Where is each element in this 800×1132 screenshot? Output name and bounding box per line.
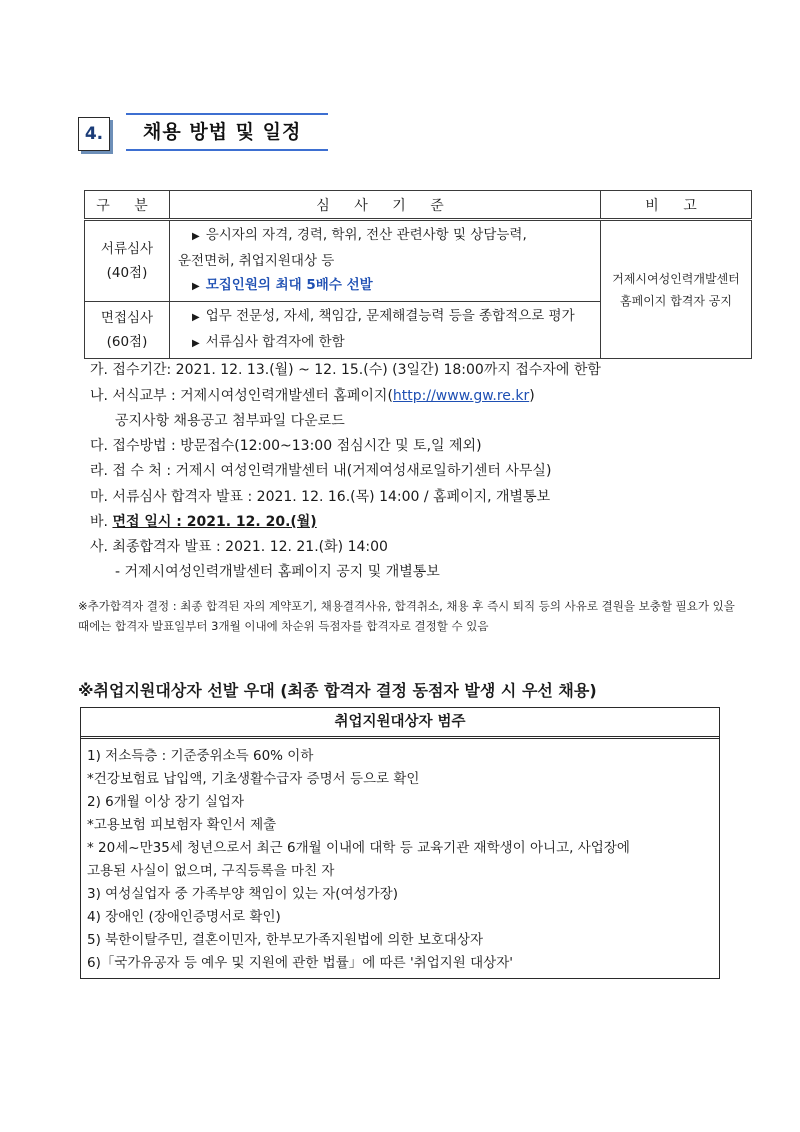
schedule-item-na — [90, 385, 535, 405]
triangle-bullet-icon: ▶ — [192, 231, 200, 242]
criteria-bullet: 서류심사 합격자에 한함 — [205, 334, 345, 350]
row-type-score: (40점) — [106, 265, 148, 281]
triangle-bullet-icon: ▶ — [192, 281, 200, 292]
section-title-rule-bottom — [126, 149, 328, 151]
note-cell — [601, 220, 752, 359]
row-type-document — [85, 220, 170, 302]
preference-line: 6)「국가유공자 등 예우 및 지원에 관한 법률」에 따른 '취업지원 대상자' — [87, 955, 513, 971]
criteria-bullet-cont: 운전면허, 취업지원대상 등 — [178, 253, 335, 269]
row-type-interview — [85, 302, 170, 359]
schedule-item-da: 다. 접수방법 : 방문접수(12:00~13:00 점심시간 및 토,일 제외) — [90, 438, 482, 454]
section-number: 4. — [78, 117, 110, 151]
row-criteria-interview — [170, 302, 601, 359]
note-line: 거제시여성인력개발센터 — [612, 271, 740, 286]
preference-line: 고용된 사실이 없으며, 구직등록을 마친 자 — [87, 863, 335, 879]
preference-line: 5) 북한이탈주민, 결혼이민자, 한부모가족지원법에 의한 보호대상자 — [87, 932, 484, 948]
schedule-item-na-cont: 공지사항 채용공고 첨부파일 다운로드 — [115, 413, 345, 429]
preference-line: 4) 장애인 (장애인증명서로 확인) — [87, 909, 281, 925]
schedule-item-ba — [90, 511, 317, 531]
preference-line: * 20세~만35세 청년으로서 최근 6개월 이내에 대학 등 교육기관 재학생이 아니고, 사업장에 — [87, 840, 630, 856]
criteria-bullet: 응시자의 자격, 경력, 학위, 전산 관련사항 및 상담능력, — [205, 227, 527, 243]
preference-line: *건강보험료 납입액, 기초생활수급자 증명서 등으로 확인 — [87, 771, 420, 787]
schedule-text: 나. 서식교부 : 거제시여성인력개발센터 홈페이지( — [90, 388, 393, 404]
table-row-document — [85, 220, 752, 302]
additional-pass-notice: ※추가합격자 결정 : 최종 합격된 자의 계약포기, 채용결격사유, 합격취소, 채용 후 즉시 퇴직 등의 사유로 결원을 보충할 필요가 있을 때에는 합격자 발표일부터 3개월 이내에 차순위 득점자를 합격자로 결정할 수 있음 — [78, 599, 735, 633]
row-type-label: 서류심사 — [100, 241, 154, 257]
preference-box — [80, 707, 720, 979]
schedule-item-sa: 사. 최종합격자 발표 : 2021. 12. 21.(화) 14:00 — [90, 539, 388, 555]
preference-line: *고용보험 피보험자 확인서 제출 — [87, 817, 277, 833]
interview-date: 면접 일시 : 2021. 12. 20.(월) — [112, 514, 317, 530]
schedule-text: ) — [529, 388, 535, 404]
preference-line: 2) 6개월 이상 장기 실업자 — [87, 794, 244, 810]
preference-box-header: 취업지원대상자 범주 — [81, 708, 719, 739]
table-header-row — [85, 191, 752, 220]
preference-line: 1) 저소득층 : 기준중위소득 60% 이하 — [87, 748, 314, 764]
criteria-bullet: 업무 전문성, 자세, 책임감, 문제해결능력 등을 종합적으로 평가 — [205, 308, 575, 324]
schedule-item-ma: 마. 서류심사 합격자 발표 : 2021. 12. 16.(목) 14:00 / 홈페이지, 개별통보 — [90, 489, 551, 505]
note-line: 홈페이지 합격자 공지 — [620, 293, 732, 308]
screening-criteria-table — [84, 190, 752, 359]
schedule-item-ga: 가. 접수기간: 2021. 12. 13.(월) ~ 12. 15.(수) (3일간) 18:00까지 접수자에 한함 — [90, 362, 601, 378]
row-type-label: 면접심사 — [100, 310, 154, 326]
header-criteria: 심 사 기 준 — [170, 191, 601, 220]
row-type-score: (60점) — [106, 334, 148, 350]
row-criteria-document — [170, 220, 601, 302]
triangle-bullet-icon: ▶ — [192, 338, 200, 349]
section-title: 채용 방법 및 일정 — [143, 121, 302, 143]
preference-line: 3) 여성실업자 중 가족부양 책임이 있는 자(여성가장) — [87, 886, 398, 902]
preference-title: ※취업지원대상자 선발 우대 (최종 합격자 결정 동점자 발생 시 우선 채용) — [78, 681, 597, 700]
schedule-text: 바. — [90, 514, 113, 530]
criteria-bullet-highlight: 모집인원의 최대 5배수 선발 — [205, 277, 373, 293]
schedule-item-ra: 라. 접 수 처 : 거제시 여성인력개발센터 내(거제여성새로일하기센터 사무실) — [90, 463, 552, 479]
section-title-rule-top — [126, 113, 328, 115]
header-note: 비 고 — [601, 191, 752, 220]
schedule-item-sa-cont: - 거제시여성인력개발센터 홈페이지 공지 및 개별통보 — [115, 564, 440, 580]
header-type: 구 분 — [85, 191, 170, 220]
triangle-bullet-icon: ▶ — [192, 312, 200, 323]
homepage-link[interactable]: http://www.gw.re.kr — [392, 388, 530, 404]
